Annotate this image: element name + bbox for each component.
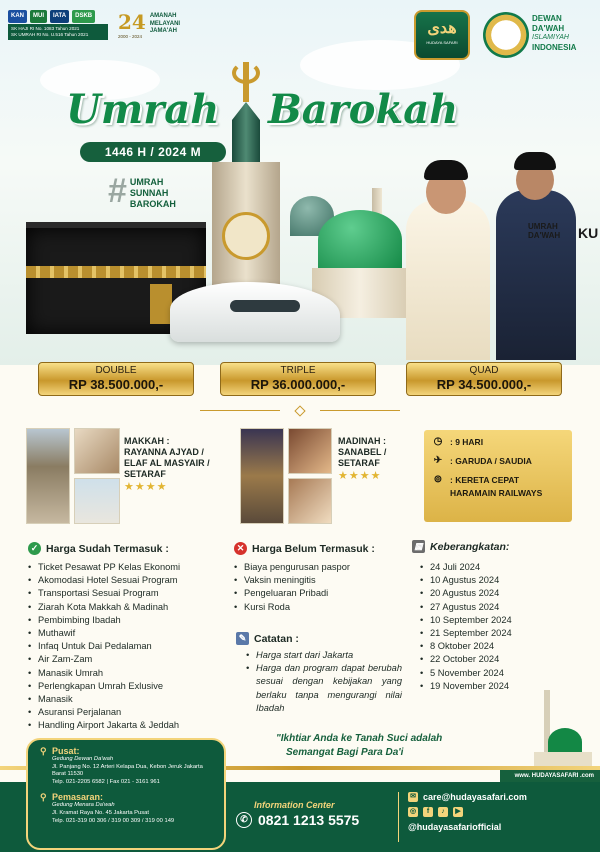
price-label: DOUBLE [95, 365, 137, 376]
calendar-icon: ▦ [412, 540, 425, 553]
included-item: • Transportasi Sesuai Program [28, 587, 228, 600]
clock-icon: ◷ [433, 436, 443, 447]
logo-subtitle: HUDAYA SAFARI [426, 40, 458, 45]
airline-text: : GARUDA / SAUDIA [450, 456, 532, 466]
hashtag-line: BAROKAH [129, 199, 176, 209]
anniversary-tagline: AMANAH [149, 13, 177, 20]
excluded-title: Harga Belum Termasuk : [252, 542, 375, 555]
anniversary-years: 2000 - 2024 [118, 34, 143, 39]
note-item: • Harga dan program dapat berubah sesuai dengan kebijakan yang berlaku tanpa mengurangi nilai Ibadah [246, 662, 402, 715]
notes-title: Catatan : [254, 632, 299, 645]
included-item: • Perlengkapan Umrah Exlusive [28, 680, 228, 693]
departure-date: • 21 September 2024 [420, 627, 582, 640]
website-url[interactable]: www. HUDAYASAFARI .com [500, 770, 600, 782]
departure-date: • 24 Juli 2024 [420, 561, 582, 574]
quote-text [276, 732, 498, 760]
departure-date: • 10 Agustus 2024 [420, 574, 582, 587]
ddii-line: ISLAMIYAH [532, 34, 569, 41]
duration-text: : 9 HARI [450, 437, 484, 447]
madinah-hotel-name: SANABEL / [338, 447, 387, 457]
contact-block [408, 792, 527, 837]
license-umrah: SK UMRAH RI No. U.516 Tahun 2021 [11, 32, 89, 37]
social-handle[interactable]: @hudayasafariofficial [408, 822, 502, 832]
hudaya-safari-logo [414, 10, 470, 60]
price-label: TRIPLE [280, 365, 316, 376]
dskb-logo: DSKB [72, 10, 95, 23]
notes-section [236, 632, 402, 715]
check-icon: ✓ [28, 542, 41, 555]
departure-date: • 5 November 2024 [420, 667, 582, 680]
logo-arabic-text: هدى [427, 18, 457, 37]
year-badge: 1446 H / 2024 M [80, 142, 226, 162]
included-item: • Muthawif [28, 627, 228, 640]
price-double [38, 362, 194, 396]
excluded-item: • Biaya pengurusan paspor [234, 561, 414, 574]
star-rating-icon: ★★★★ [338, 470, 382, 482]
email-address[interactable]: care@hudayasafari.com [423, 792, 527, 802]
madinah-label: MADINAH : [338, 436, 386, 446]
anniversary-tagline: MELAYANI [149, 20, 181, 27]
hashtag-icon: # [108, 172, 127, 210]
trip-info-box [424, 430, 572, 522]
included-item: • Ziarah Kota Makkah & Madinah [28, 601, 228, 614]
youtube-icon[interactable]: ▶ [453, 807, 463, 817]
excluded-item: • Kursi Roda [234, 601, 414, 614]
tiktok-icon[interactable]: ♪ [438, 807, 448, 817]
makkah-hotel-name: RAYANNA AJYAD / [124, 447, 204, 457]
makkah-hotel-info [124, 436, 236, 493]
makkah-label: MAKKAH : [124, 436, 170, 446]
departure-date: • 20 Agustus 2024 [420, 587, 582, 600]
ddii-logo [483, 12, 529, 58]
license-info [8, 24, 108, 40]
ddii-line: INDONESIA [532, 42, 577, 52]
excluded-section [234, 542, 414, 614]
makkah-hotel-name: ELAF AL MASYAIR / [124, 458, 210, 468]
whatsapp-icon: ✆ [236, 812, 252, 828]
included-list [28, 561, 228, 733]
pemasaran-address: Jl. Kramat Raya No. 45 Jakarta Pusat [52, 809, 149, 816]
included-item: • Pembimbing Ibadah [28, 614, 228, 627]
instagram-icon[interactable]: ◎ [409, 808, 417, 815]
license-haji: SK HAJI RI No. 1083 Tahun 2021 [11, 26, 80, 31]
quote-line: "Ikhtiar Anda ke Tanah Suci adalah [276, 733, 443, 744]
close-icon: ✕ [234, 542, 247, 555]
included-item: • Manasik [28, 693, 228, 706]
address-card [26, 738, 226, 850]
anniversary-number: 24 [118, 10, 146, 34]
facebook-icon[interactable]: f [423, 807, 433, 817]
program-tag-suffix: KU [578, 225, 599, 241]
notepad-icon: ✎ [236, 632, 249, 645]
kan-logo: KAN [8, 10, 27, 23]
ddii-line: DA'WAH [532, 23, 565, 33]
anniversary-badge [118, 10, 218, 39]
hashtag-line: SUNNAH [129, 188, 169, 198]
quote-line: Semangat Bagi Para Da'i [286, 747, 404, 758]
hashtag-line: UMRAH [129, 177, 164, 187]
location-pin-icon: ⚲ [40, 746, 47, 756]
price-label: QUAD [469, 365, 499, 376]
price-value: RP 38.500.000,- [68, 377, 164, 392]
included-item: • Asuransi Perjalanan [28, 706, 228, 719]
mui-logo: MUI [30, 10, 47, 23]
excluded-item: • Pengeluaran Pribadi [234, 587, 414, 600]
phone-contact[interactable] [236, 812, 359, 828]
departures-list [412, 561, 582, 693]
makkah-hotel-photos [26, 428, 120, 524]
included-title: Harga Sudah Termasuk : [46, 542, 169, 555]
pusat-label: Pusat: [52, 746, 80, 756]
ddii-line: DEWAN [532, 14, 562, 23]
departure-date: • 10 September 2024 [420, 614, 582, 627]
pusat-phone: Telp. 021-2205 6582 | Fax 021 - 3161 961 [52, 778, 160, 785]
included-section [28, 542, 228, 733]
mosque-icon [530, 690, 594, 768]
madinah-hotel-info [338, 436, 418, 482]
hashtag-block [108, 172, 176, 210]
price-triple [220, 362, 376, 396]
price-quad [406, 362, 562, 396]
email-icon: ✉ [408, 792, 418, 802]
price-value: RP 34.500.000,- [436, 377, 532, 392]
madinah-hotel-name: SETARAF [338, 458, 380, 468]
included-item: • Akomodasi Hotel Sesuai Program [28, 574, 228, 587]
info-center-label: Information Center [254, 800, 335, 810]
pusat-address: Jl. Panjang No. 12 Arteri Kelapa Dua, Kebon Jeruk Jakarta Barat 11530 [52, 763, 203, 778]
ornament-divider [200, 406, 400, 416]
pemasaran-building: Gedung Menara Da'wah [52, 802, 115, 809]
included-item: • Handling Airport Jakarta & Jeddah [28, 719, 228, 732]
makkah-hotel-name: SETARAF [124, 469, 166, 479]
anniversary-tagline: JAMA'AH [149, 28, 177, 35]
departure-date: • 27 Agustus 2024 [420, 601, 582, 614]
departures-section [412, 540, 582, 693]
airplane-icon: ✈ [433, 455, 443, 466]
excluded-list [234, 561, 414, 614]
green-dome-illustration [318, 210, 402, 270]
price-value: RP 36.000.000,- [250, 377, 346, 392]
pemasaran-label: Pemasaran: [52, 792, 104, 803]
train-text: HARAMAIN RAILWAYS [450, 488, 543, 498]
star-rating-icon: ★★★★ [124, 481, 168, 493]
departures-title: Keberangkatan: [430, 540, 510, 553]
program-tag-text: UMRAH DA'WAH [528, 222, 561, 240]
included-item: • Infaq Untuk Dai Pedalaman [28, 640, 228, 653]
departure-date: • 19 November 2024 [420, 680, 582, 693]
included-item: • Ticket Pesawat PP Kelas Ekonomi [28, 561, 228, 574]
included-item: • Air Zam-Zam [28, 653, 228, 666]
footer-divider [398, 792, 399, 842]
madinah-hotel-photos [240, 428, 332, 524]
page-title-umrah: Umrah [66, 86, 220, 133]
iata-logo: IATA [50, 10, 69, 23]
note-item: • Harga start dari Jakarta [246, 649, 402, 662]
people-photo [400, 150, 600, 360]
ddii-name [532, 14, 600, 52]
location-pin-icon: ⚲ [40, 792, 47, 803]
pusat-building: Gedung Dewan Da'wah [52, 756, 114, 762]
departure-date: • 22 October 2024 [420, 653, 582, 666]
page-title-barokah: Barokah [268, 86, 459, 133]
departure-date: • 8 Oktober 2024 [420, 640, 582, 653]
pemasaran-phone: Telp. 021-319 00 306 / 319 00 309 / 319 00 149 [52, 817, 175, 824]
train-icon: ⊚ [433, 474, 443, 485]
notes-list [236, 649, 402, 715]
phone-number[interactable]: 0821 1213 5575 [258, 812, 360, 828]
excluded-item: • Vaksin meningitis [234, 574, 414, 587]
train-text: : KERETA CEPAT [450, 475, 520, 485]
included-item: • Manasik Umrah [28, 667, 228, 680]
program-tag [528, 222, 598, 240]
